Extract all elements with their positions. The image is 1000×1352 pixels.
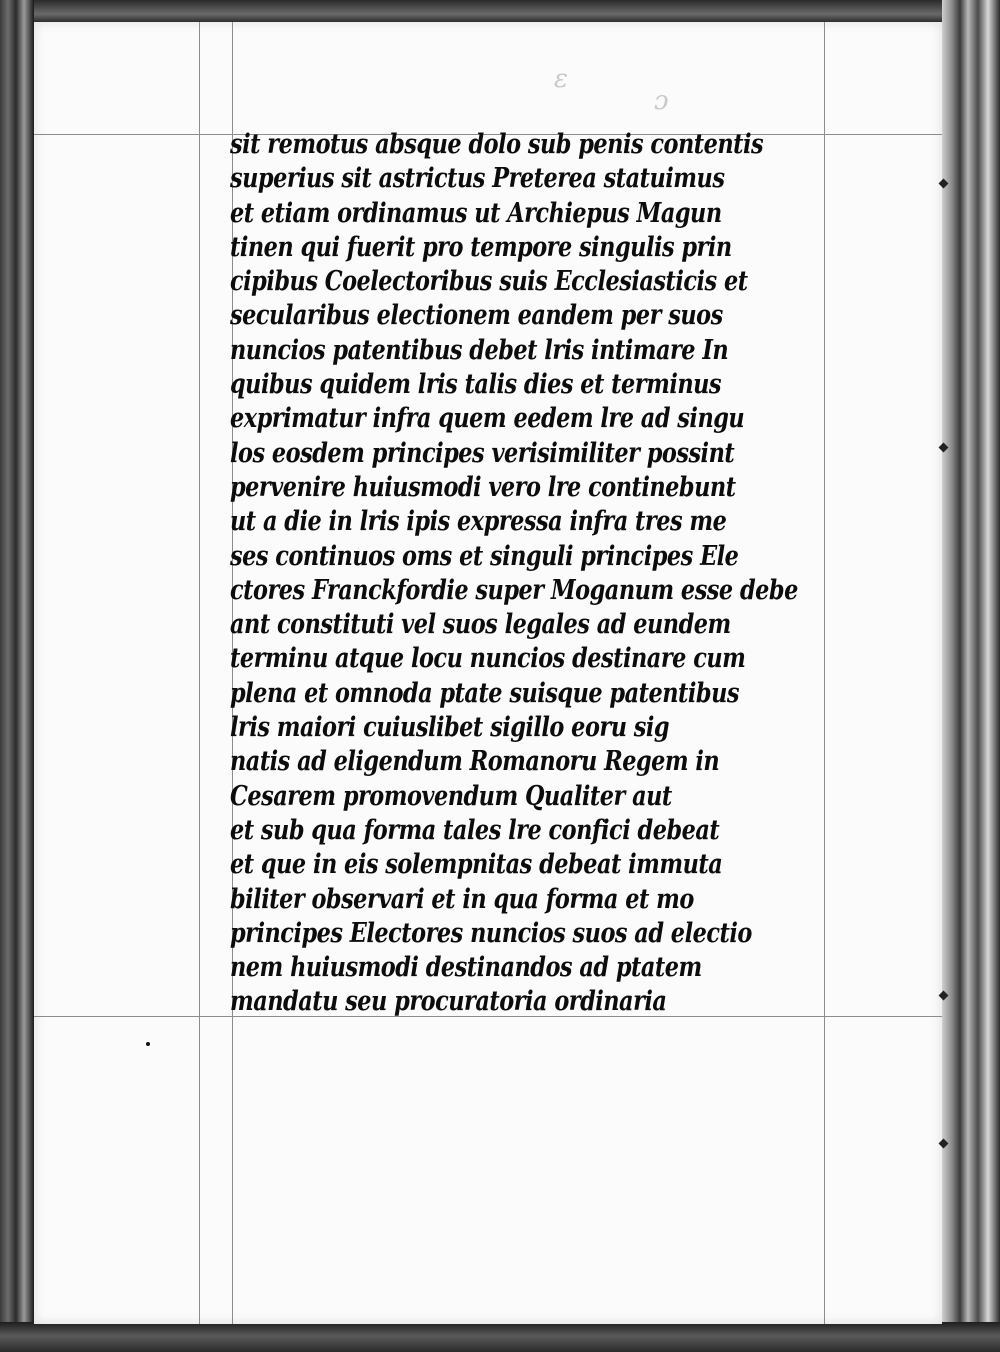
text-line: plena et omnoda ptate suisque patentibus — [230, 677, 739, 709]
text-line: quibus quidem lris talis dies et terminus — [230, 369, 722, 401]
text-line: exprimatur infra quem eedem lre ad singu — [230, 403, 745, 435]
binding-edge-right — [942, 0, 1000, 1352]
text-line: terminu atque locu nuncios destinare cum — [230, 643, 746, 675]
ink-dot — [146, 1042, 150, 1046]
text-line: principes Electores nuncios suos ad electio — [230, 917, 752, 949]
text-line: mandatu seu procuratoria ordinaria — [230, 986, 667, 1018]
text-line: lris maiori cuiuslibet sigillo eoru sig — [230, 712, 670, 744]
text-line: nem huiusmodi destinandos ad ptatem — [230, 952, 702, 984]
text-line: nuncios patentibus debet lris intimare In — [230, 334, 729, 366]
binding-edge-bottom — [0, 1322, 1000, 1352]
binding-edge-top — [0, 0, 1000, 24]
text-line: ses continuos oms et singuli principes Ele — [230, 540, 739, 572]
pencil-mark: ɔ — [654, 86, 669, 116]
text-line: secularibus electionem eandem per suos — [230, 300, 723, 332]
text-line: et sub qua forma tales lre confici debeat — [230, 814, 720, 846]
pencil-mark: ɛ — [554, 64, 568, 94]
text-line: ant constituti vel suos legales ad eundem — [230, 609, 731, 641]
text-line: ctores Franckfordie super Moganum esse debe — [230, 574, 798, 606]
text-line: tinen qui fuerit pro tempore singulis prin — [230, 231, 732, 263]
text-line: sit remotus absque dolo sub penis contentis — [230, 129, 764, 160]
ruling-line-left-outer — [199, 22, 200, 1324]
text-line: natis ad eligendum Romanoru Regem in — [230, 746, 720, 778]
text-line: cipibus Coelectoribus suis Ecclesiasticis et — [230, 266, 748, 298]
text-line: pervenire huiusmodi vero lre continebunt — [230, 471, 736, 503]
binding-edge-left — [0, 0, 34, 1352]
text-line: ut a die in lris ipis expressa infra tres me — [230, 506, 727, 538]
text-line: et que in eis solempnitas debeat immuta — [230, 849, 723, 881]
manuscript-text-block — [230, 128, 830, 1020]
text-line: superius sit astrictus Preterea statuimus — [230, 163, 725, 195]
text-line: et etiam ordinamus ut Archiepus Magun — [230, 197, 722, 229]
text-line: Cesarem promovendum Qualiter aut — [230, 780, 672, 812]
text-line: biliter observari et in qua forma et mo — [230, 883, 694, 915]
text-line: los eosdem principes verisimiliter possint — [230, 437, 735, 469]
